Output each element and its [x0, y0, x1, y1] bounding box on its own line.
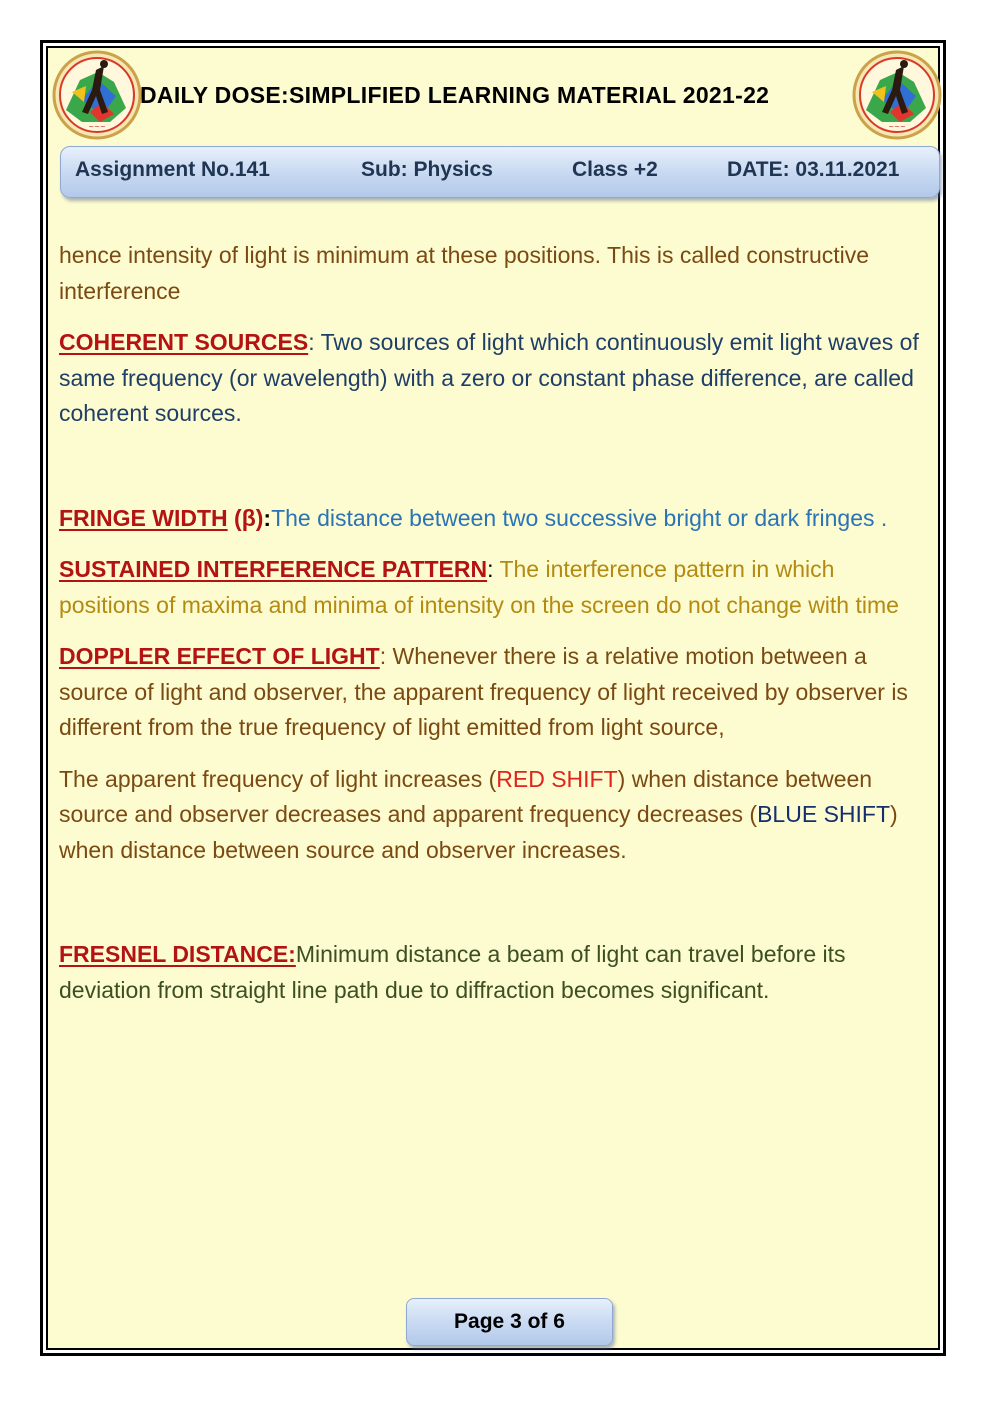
- doppler-effect-definition: Whenever there is a relative motion between a source of light and observer, the apparent frequency of light received by observer is different from the true frequency of light emitted from light source,: [59, 643, 908, 740]
- class-label: Class +2: [572, 158, 658, 181]
- fresnel-distance-paragraph: [59, 937, 929, 1008]
- svg-text:~~~: ~~~: [88, 123, 106, 131]
- shift-text-c: ) when distance between source and observer increases.: [59, 801, 898, 863]
- coherent-sources-paragraph: [59, 325, 929, 432]
- shift-text-a: The apparent frequency of light increases (: [59, 765, 497, 792]
- fringe-width-definition: The distance between two successive bright or dark fringes .: [271, 504, 888, 531]
- sustained-pattern-definition: The interference pattern in which positions of maxima and minima of intensity on the screen do not change with time: [59, 556, 899, 618]
- fresnel-distance-definition: Minimum distance a beam of light can travel before its deviation from straight line path due to diffraction becomes significant.: [59, 941, 846, 1003]
- coherent-sources-separator: :: [308, 329, 321, 355]
- blue-shift-label: BLUE SHIFT: [757, 801, 891, 827]
- date-label: DATE: 03.11.2021: [727, 158, 900, 181]
- fringe-width-term: FRINGE WIDTH: [59, 504, 228, 531]
- shift-text-b: ) when distance between source and observer decreases and apparent frequency decreases (: [59, 765, 873, 827]
- shift-paragraph: [59, 762, 929, 869]
- svg-text:~~~: ~~~: [888, 123, 906, 131]
- doppler-effect-paragraph: [59, 639, 929, 746]
- page-number-indicator: Page 3 of 6: [406, 1298, 613, 1346]
- assignment-number: Assignment No.141: [75, 158, 270, 181]
- subject-label: Sub: Physics: [361, 158, 493, 181]
- doppler-effect-separator: :: [379, 643, 393, 669]
- fringe-width-paragraph: [59, 501, 929, 537]
- school-logo-left-icon: [52, 50, 142, 140]
- page-content: [59, 238, 929, 1008]
- assignment-info-bar: [60, 146, 940, 198]
- school-logo-right-icon: [852, 50, 942, 140]
- fringe-width-separator: :: [263, 504, 272, 531]
- coherent-sources-term: COHERENT SOURCES: [59, 329, 309, 355]
- sustained-pattern-paragraph: [59, 552, 929, 623]
- page-title: DAILY DOSE:SIMPLIFIED LEARNING MATERIAL 2021-22: [140, 82, 770, 108]
- sustained-pattern-term: SUSTAINED INTERFERENCE PATTERN: [59, 556, 488, 582]
- fringe-width-symbol: (β): [227, 504, 264, 531]
- sustained-pattern-separator: :: [487, 556, 500, 582]
- red-shift-label: RED SHIFT: [496, 765, 618, 792]
- fresnel-distance-term: FRESNEL DISTANCE:: [59, 941, 296, 967]
- coherent-sources-definition: Two sources of light which continuously emit light waves of same frequency (or wavelength) with a zero or constant phase difference, are called coherent sources.: [59, 329, 919, 426]
- intro-paragraph: hence intensity of light is minimum at these positions. This is called constructive interference: [59, 242, 870, 304]
- doppler-effect-term: DOPPLER EFFECT OF LIGHT: [59, 643, 380, 669]
